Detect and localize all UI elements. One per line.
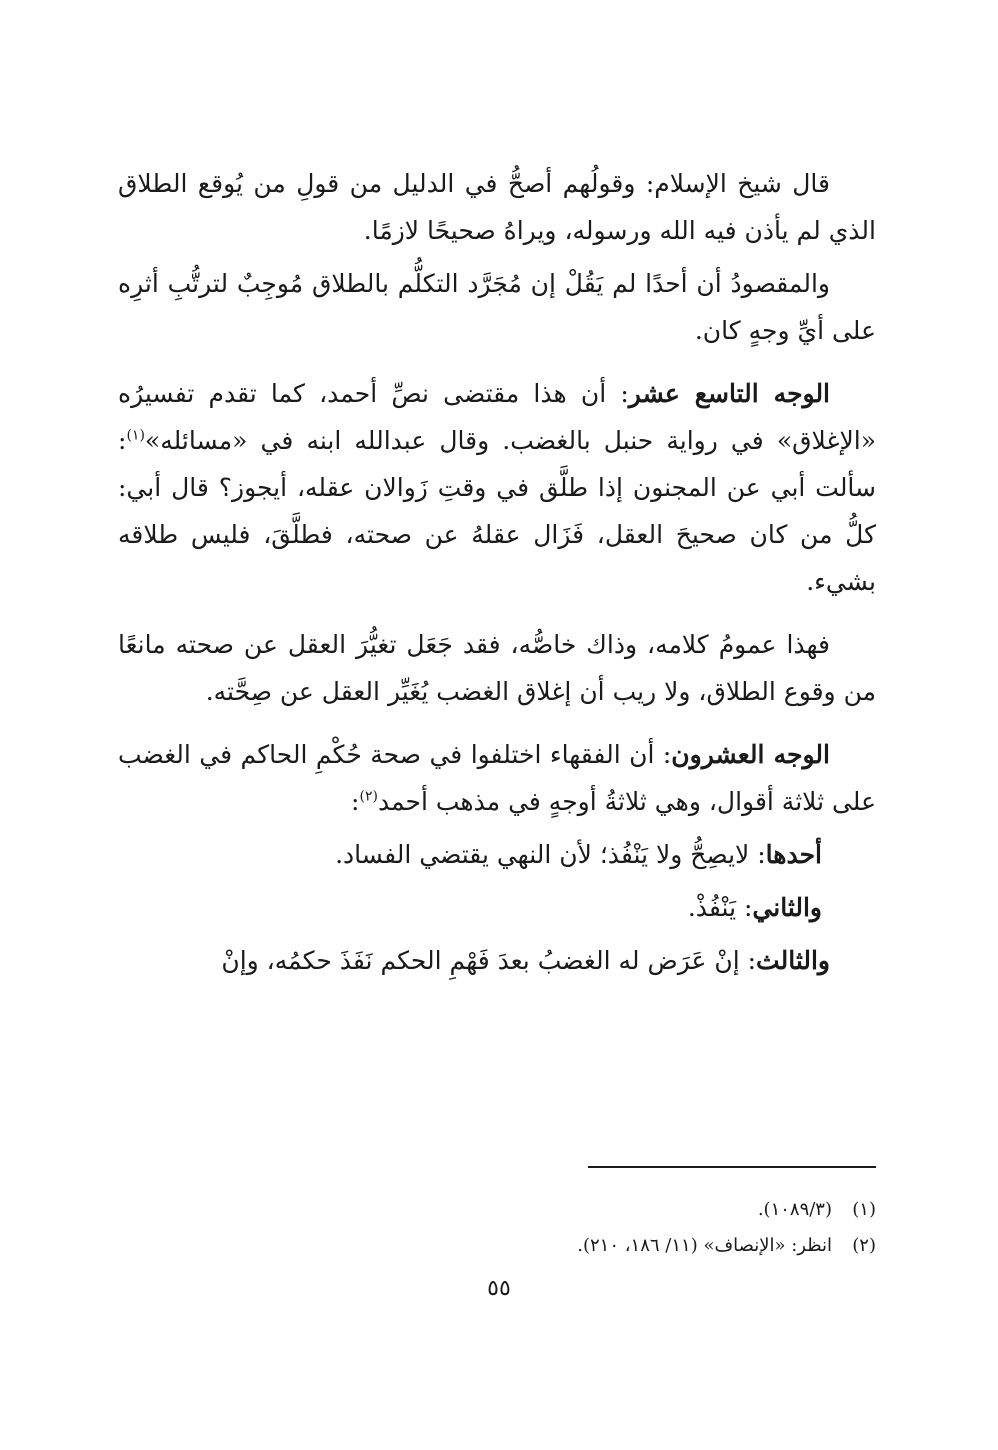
opinion-3 xyxy=(118,937,876,984)
paragraph-text: : أن هذا مقتضى نصِّ أحمد، كما تقدم تفسيرُه «الإغلاق» في رواية حنبل بالغضب. وقال عبدالله ابنه في «مسائله» xyxy=(118,379,876,455)
footnote-divider xyxy=(588,1166,876,1168)
page-number: ٥٥ xyxy=(487,1276,511,1301)
paragraph-text: فهذا عمومُ كلامه، وذاك خاصُّه، فقد جَعَل تغيُّرَ العقل عن صحته مانعًا من وقوع الطلاق، ولا ريب أن إغلاق الغضب يُغَيِّر العقل عن صِحَّته. xyxy=(118,630,876,706)
opinion-text: : إنْ عَرَض له الغضبُ بعدَ فَهْمِ الحكم نَفَذَ حكمُه، وإنْ xyxy=(221,946,757,975)
footnote-text: (١٠٨٩/٣). xyxy=(757,1199,832,1220)
section-heading: الوجه التاسع عشر xyxy=(628,379,831,408)
opinion-2 xyxy=(118,884,876,931)
paragraph-text: : أن الفقهاء اختلفوا في صحة حُكْمِ الحاكم في الغضب على ثلاثة أقوال، وهي ثلاثةُ أوجهٍ في مذهب أحمد xyxy=(118,740,876,816)
opinion-label: أحدها xyxy=(765,840,822,869)
footnote-text: انظر: «الإنصاف» (١١/ ١٨٦، ٢١٠). xyxy=(577,1235,832,1256)
section-heading: الوجه العشرون xyxy=(671,740,830,769)
footnote-number: (١) xyxy=(852,1199,876,1220)
opinion-text: : يَنْفُذْ. xyxy=(687,893,753,922)
footnote-number: (٢) xyxy=(852,1235,876,1256)
paragraph-text: : xyxy=(351,787,360,816)
footnote-ref-1: (١) xyxy=(126,427,145,444)
footnote-1 xyxy=(118,1192,876,1228)
footnote-2 xyxy=(118,1228,876,1264)
opinion-label: والثاني xyxy=(752,893,822,922)
paragraph-3 xyxy=(118,370,876,605)
main-text xyxy=(118,160,876,1000)
paragraph-text: : سألت أبي عن المجنون إذا طلَّق في وقتِ زَوالان عقله، أيجوز؟ قال أبي: كلُّ من كان صحيحَ العقل، فَزَال عقلهُ عن صحته، فطلَّقَ، فليس طلاقه بشيء. xyxy=(118,426,876,596)
opinion-label: والثالث xyxy=(756,946,830,975)
paragraph-5 xyxy=(118,731,876,825)
paragraph-text: والمقصودُ أن أحدًا لم يَقُلْ إن مُجَرَّد التكلُّم بالطلاق مُوجِبٌ لترتُّبِ أثرِه على أيِّ وجهٍ كان. xyxy=(118,269,876,345)
opinion-1 xyxy=(118,831,876,878)
opinion-text: : لايصِحُّ ولا يَنْفُذ؛ لأن النهي يقتضي الفساد. xyxy=(335,840,766,869)
paragraph-4 xyxy=(118,621,876,715)
paragraph-2 xyxy=(118,260,876,354)
footnote-ref-2: (٢) xyxy=(359,788,378,805)
footnotes xyxy=(118,1192,876,1264)
paragraph-1 xyxy=(118,160,876,254)
paragraph-text: قال شيخ الإسلام: وقولُهم أصحُّ في الدليل من قولِ من يُوقع الطلاق الذي لم يأذن فيه الله ورسوله، ويراهُ صحيحًا لازمًا. xyxy=(118,169,876,245)
